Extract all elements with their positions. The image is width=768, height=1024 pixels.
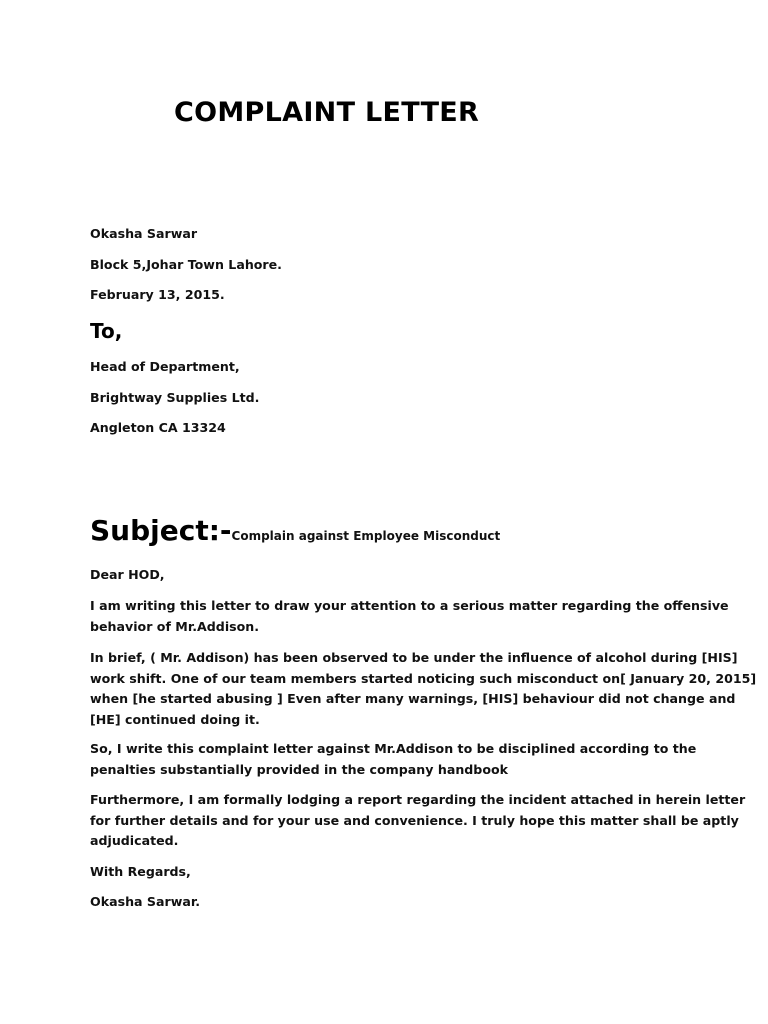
paragraph-line: Furthermore, I am formally lodging a report regarding the incident attached in herein letter: [90, 792, 746, 807]
paragraph-line: behavior of Mr.Addison.: [90, 618, 260, 634]
to-label: To,: [90, 319, 123, 343]
paragraph-line: So, I write this complaint letter against Mr.Addison to be disciplined according to the: [90, 741, 697, 756]
salutation: Dear HOD,: [90, 567, 165, 582]
paragraph-line: when [he started abusing ] Even after many warnings, [HIS] behaviour did not change and: [90, 691, 736, 707]
paragraph-4: [90, 790, 746, 852]
letter-date: February 13, 2015.: [90, 287, 225, 302]
document-title: COMPLAINT LETTER: [174, 97, 480, 128]
subject-line: [90, 512, 500, 555]
paragraph-line: [HE] continued doing it.: [90, 712, 260, 728]
subject-label: Subject:-: [90, 514, 232, 547]
paragraph-2: [90, 648, 757, 731]
signature: Okasha Sarwar.: [90, 894, 201, 909]
subject-text: Complain against Employee Misconduct: [231, 529, 501, 543]
sender-name: Okasha Sarwar: [90, 226, 198, 241]
paragraph-line: I am writing this letter to draw your attention to a serious matter regarding the offensive: [90, 598, 729, 613]
paragraph-line: adjudicated.: [90, 833, 179, 849]
paragraph-1: [90, 596, 729, 637]
recipient-line-1: Head of Department,: [90, 359, 240, 374]
recipient-line-3: Angleton CA 13324: [90, 420, 226, 435]
recipient-line-2: Brightway Supplies Ltd.: [90, 390, 260, 405]
sender-address: Block 5,Johar Town Lahore.: [90, 257, 282, 272]
paragraph-line: penalties substantially provided in the company handbook: [90, 761, 509, 777]
paragraph-line: for further details and for your use and convenience. I truly hope this matter shall be aptly: [90, 812, 739, 828]
paragraph-line: work shift. One of our team members started noticing such misconduct on[ January 20, 2015]: [90, 670, 757, 686]
paragraph-3: [90, 739, 697, 780]
paragraph-line: In brief, ( Mr. Addison) has been observed to be under the influence of alcohol during [HIS]: [90, 650, 738, 665]
closing: With Regards,: [90, 864, 191, 879]
